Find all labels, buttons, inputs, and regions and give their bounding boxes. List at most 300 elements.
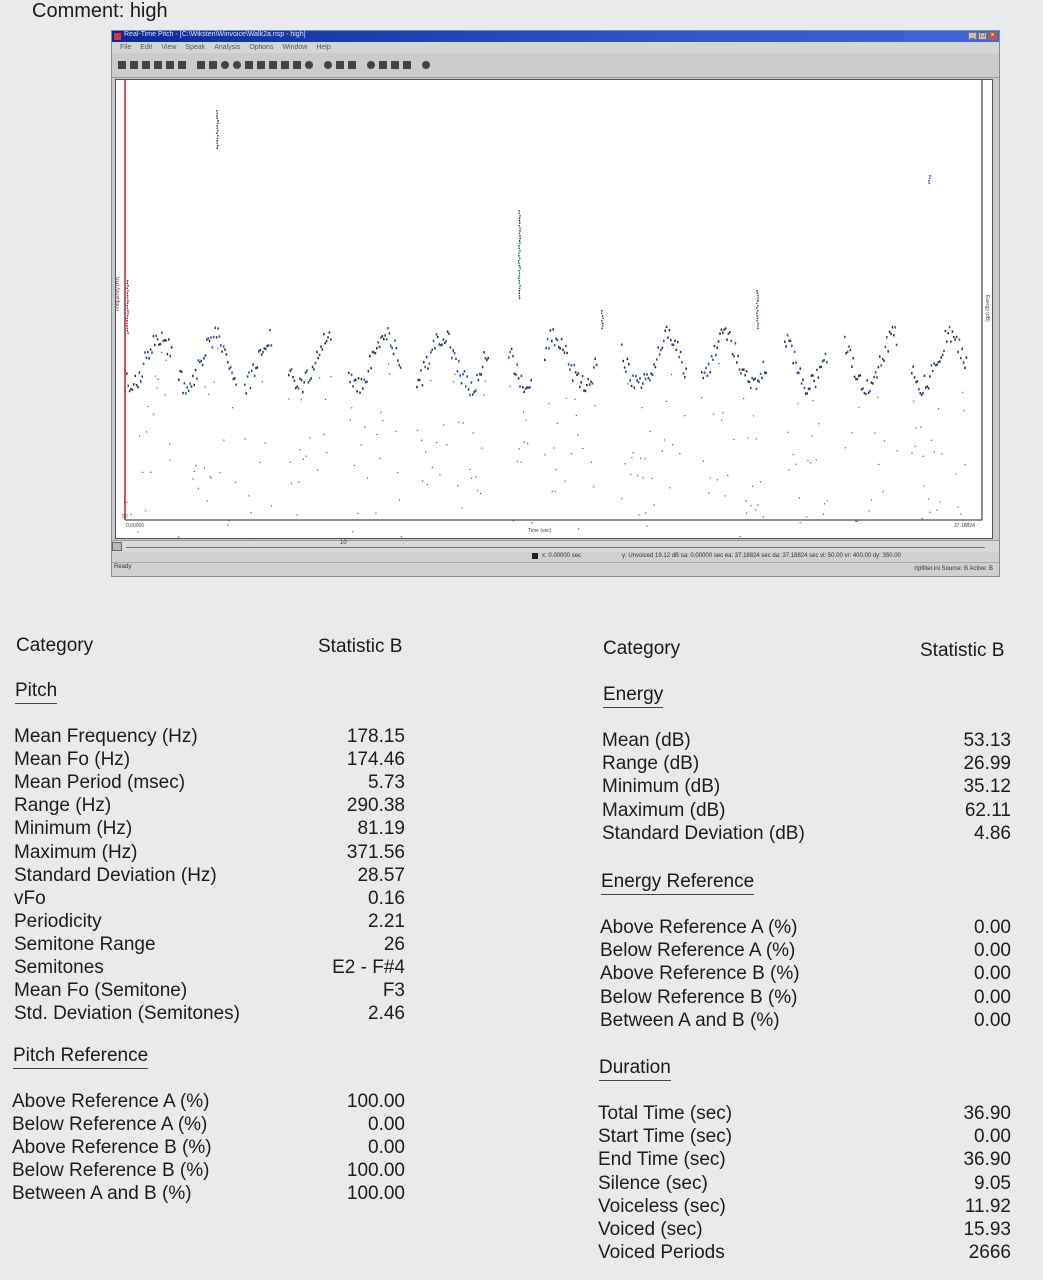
stat-label: Above Reference A (%)	[600, 917, 798, 938]
pitch-point	[747, 380, 749, 382]
pitch-point	[749, 381, 751, 383]
pitch-point	[865, 393, 867, 395]
pitch-point	[171, 346, 173, 348]
stat-label: Voiceless (sec)	[598, 1195, 726, 1217]
print-icon[interactable]	[154, 61, 162, 69]
pitch-point	[193, 384, 195, 386]
stat-value: 36.90	[963, 1103, 1011, 1124]
pitch-point	[523, 391, 525, 393]
pitch-point	[760, 373, 762, 375]
stat-value: 53.13	[963, 730, 1011, 751]
play-icon[interactable]	[379, 61, 387, 69]
scatter-point	[156, 388, 157, 389]
pitch-spike-point	[217, 120, 218, 122]
pitch-point	[486, 359, 488, 361]
comment-value: high	[129, 0, 168, 22]
pitch-point	[508, 356, 510, 358]
scatter-point	[750, 505, 751, 506]
app-icon	[114, 33, 121, 40]
pitch-point	[585, 390, 587, 392]
window-titlebar[interactable]	[112, 31, 999, 42]
pitch-point	[936, 364, 938, 366]
pitch-point	[521, 375, 523, 377]
dot-icon[interactable]	[367, 61, 375, 69]
pitch-point	[882, 358, 884, 360]
scatter-point	[367, 478, 368, 479]
toolbar	[112, 53, 999, 78]
pitch-spike-point	[127, 330, 128, 332]
scatter-point	[524, 442, 525, 443]
stop-icon[interactable]	[305, 61, 313, 69]
pitch-point	[476, 374, 478, 376]
scatter-point	[217, 348, 218, 349]
pitch-point	[764, 371, 766, 373]
stat-label: Std. Deviation (Semitones)	[14, 1003, 240, 1025]
stat-value: 0.00	[974, 917, 1011, 938]
menu-item[interactable]: Analysis	[214, 44, 241, 51]
pitch-spike-point	[601, 313, 602, 315]
scatter-point	[896, 450, 897, 451]
scatter-point	[811, 435, 812, 436]
pitch-point	[394, 339, 396, 341]
pitch-point	[844, 336, 846, 338]
menu-item[interactable]: Edit	[140, 44, 153, 51]
pitch-spike-point	[518, 263, 519, 265]
scatter-point	[591, 462, 592, 463]
pitch-spike-point	[756, 320, 757, 322]
options-icon[interactable]	[221, 61, 229, 69]
pitch-point	[469, 394, 471, 396]
pitch-point	[454, 352, 456, 354]
pitch-point	[671, 343, 673, 345]
table-icon[interactable]	[348, 61, 356, 69]
scatter-point	[397, 472, 398, 473]
menu-item[interactable]: Speak	[185, 44, 206, 51]
settings-icon[interactable]	[233, 61, 241, 69]
scatter-point	[138, 532, 139, 533]
scatter-point	[638, 514, 639, 515]
scatter-point	[797, 403, 798, 404]
pitch-point	[262, 351, 264, 353]
grid-icon[interactable]	[336, 61, 344, 69]
pitch-point	[726, 338, 728, 340]
pitch-point	[291, 368, 293, 370]
cursor-icon[interactable]	[293, 61, 301, 69]
stat-value: 35.12	[963, 776, 1011, 798]
loop-icon[interactable]	[403, 61, 411, 69]
stat-label: Below Reference B (%)	[600, 986, 798, 1008]
pitch-point	[264, 347, 266, 349]
pitch-point	[433, 340, 435, 342]
stat-label: Voiced Periods	[598, 1242, 725, 1264]
pitch-point	[797, 372, 799, 374]
pitch-point	[466, 375, 468, 377]
pitch-point	[931, 364, 933, 366]
pitch-point	[825, 353, 827, 355]
pitch-point	[268, 344, 270, 346]
scatter-point	[301, 399, 302, 400]
pitch-spike-point	[518, 270, 519, 272]
pitch-point	[315, 362, 317, 364]
stat-value: 0.00	[368, 1137, 405, 1159]
stat-label: Mean Frequency (Hz)	[14, 726, 198, 747]
pitch-point	[440, 344, 442, 346]
pitch-point	[468, 388, 470, 390]
pitch-point	[670, 339, 672, 341]
pitch-point	[792, 362, 794, 364]
scatter-point	[593, 486, 594, 487]
pitch-point	[912, 365, 914, 367]
pitch-point	[417, 379, 419, 381]
pitch-point	[206, 339, 208, 341]
menu-item[interactable]: Options	[249, 44, 274, 51]
pitch-point	[594, 358, 596, 360]
pitch-point	[808, 388, 810, 390]
scatter-point	[807, 460, 808, 461]
pitch-point	[349, 381, 351, 383]
scatter-point	[806, 516, 807, 517]
pitch-point	[638, 381, 640, 383]
pitch-point	[576, 374, 578, 376]
pitch-point	[754, 378, 756, 380]
pitch-point	[583, 389, 585, 391]
pitch-point	[313, 368, 315, 370]
pitch-spike-point	[928, 183, 929, 185]
pitch-point	[862, 387, 864, 389]
scatter-point	[296, 514, 297, 515]
pitch-point	[455, 358, 457, 360]
pitch-point	[479, 373, 481, 375]
pitch-point	[858, 375, 860, 377]
pitch-point	[929, 375, 931, 377]
pitch-point	[369, 355, 371, 357]
pitch-point	[189, 382, 191, 384]
pitch-point	[400, 366, 402, 368]
scatter-point	[671, 374, 672, 375]
pitch-point	[196, 377, 198, 379]
pitch-point	[247, 375, 249, 377]
scatter-point	[389, 373, 390, 374]
stat-label: Voiced (sec)	[598, 1219, 703, 1240]
pitch-point	[129, 390, 131, 392]
window-title: Real-Time Pitch - [C:\Wiksten\Winvoice\Walk2a.nsp - high]	[124, 31, 306, 38]
pitch-point	[419, 379, 421, 381]
pitch-point	[547, 338, 549, 340]
pitch-point	[939, 360, 941, 362]
pitch-point	[230, 366, 232, 368]
stat-label: Standard Deviation (Hz)	[14, 864, 217, 886]
pitch-point	[219, 335, 221, 337]
scatter-point	[717, 479, 718, 480]
scatter-point	[527, 443, 528, 444]
scatter-point	[427, 484, 428, 485]
save-icon[interactable]	[142, 61, 150, 69]
pitch-spike-point	[757, 305, 758, 307]
pitch-point	[555, 338, 557, 340]
pitch-point	[436, 333, 438, 335]
pitch-point	[438, 343, 440, 345]
pitch-point	[739, 368, 741, 370]
paste-icon[interactable]	[209, 61, 217, 69]
pitch-point	[564, 351, 566, 353]
pitch-point	[804, 387, 806, 389]
scatter-point	[223, 440, 224, 441]
scatter-point	[170, 460, 171, 461]
pitch-spike-point	[757, 310, 758, 312]
pitch-point	[228, 368, 230, 370]
copy-icon[interactable]	[197, 61, 205, 69]
scatter-point	[146, 431, 147, 432]
pitch-point	[575, 371, 577, 373]
pitch-point	[326, 340, 328, 342]
pitch-spike-point	[217, 123, 218, 125]
pitch-points	[126, 110, 967, 554]
pitch-point	[210, 336, 212, 338]
pitch-point	[441, 343, 443, 345]
pitch-point	[559, 347, 561, 349]
stat-label: Total Time (sec)	[598, 1103, 733, 1124]
pitch-point	[568, 363, 570, 365]
scatter-point	[399, 500, 400, 501]
zoom-out-icon[interactable]	[257, 61, 265, 69]
pitch-point	[205, 354, 207, 356]
pitch-point	[708, 363, 710, 365]
help-icon[interactable]	[422, 61, 430, 69]
pitch-point	[137, 386, 139, 388]
pitch-spike-point	[127, 283, 128, 285]
chart-icon[interactable]	[178, 61, 186, 69]
pitch-spike-point	[602, 318, 603, 320]
scroll-thumb[interactable]	[112, 542, 122, 551]
pitch-point	[462, 373, 464, 375]
pitch-point	[368, 370, 370, 372]
pitch-point	[223, 345, 225, 347]
pitch-point	[730, 340, 732, 342]
pitch-spike-point	[126, 320, 127, 322]
pitch-plot-area[interactable]	[115, 79, 993, 539]
pitch-point	[571, 364, 573, 366]
scatter-point	[205, 386, 206, 387]
pitch-spike-point	[519, 220, 520, 222]
stat-label: Mean (dB)	[602, 730, 691, 751]
scatter-point	[458, 422, 459, 423]
open-icon[interactable]	[130, 61, 138, 69]
pitch-point	[732, 353, 734, 355]
scatter-point	[255, 538, 256, 539]
scatter-point	[229, 520, 230, 521]
pitch-point	[450, 346, 452, 348]
pitch-point	[424, 366, 426, 368]
pitch-point	[165, 339, 167, 341]
stat-label: Maximum (Hz)	[14, 841, 138, 863]
comment-line	[32, 0, 168, 23]
scatter-point	[727, 475, 728, 476]
pitch-spike-point	[518, 255, 519, 257]
scatter-point	[938, 408, 939, 409]
stat-value: 0.00	[974, 963, 1011, 985]
pitch-point	[721, 329, 723, 331]
stat-value: 290.38	[346, 795, 405, 817]
menu-item[interactable]: Help	[316, 44, 331, 51]
scatter-point	[957, 507, 958, 508]
pitch-point	[306, 370, 308, 372]
pitch-point	[377, 341, 379, 343]
pitch-point	[487, 357, 489, 359]
scatter-point	[621, 498, 622, 499]
pitch-point	[873, 376, 875, 378]
pitch-point	[790, 340, 792, 342]
scatter-point	[915, 446, 916, 447]
stat-label: Semitones	[14, 957, 104, 978]
minimize-button[interactable]: _	[968, 32, 977, 40]
menu-item[interactable]: Window	[282, 44, 308, 51]
pitch-point	[794, 351, 796, 353]
scatter-point	[148, 406, 149, 407]
pitch-point	[945, 330, 947, 332]
pitch-point	[139, 371, 141, 373]
pitch-point	[632, 374, 634, 376]
scatter-point	[787, 432, 788, 433]
scatter-point	[291, 482, 292, 483]
step-icon[interactable]	[391, 61, 399, 69]
pitch-point	[715, 354, 717, 356]
pitch-point	[434, 347, 436, 349]
menu-item[interactable]: View	[161, 44, 177, 51]
pitch-point	[736, 361, 738, 363]
pitch-point	[765, 372, 767, 374]
pitch-point	[160, 343, 162, 345]
pitch-point	[885, 346, 887, 348]
zoom-fit-icon[interactable]	[269, 61, 277, 69]
pitch-point	[167, 353, 169, 355]
pitch-point	[942, 354, 944, 356]
pitch-spike-point	[519, 235, 520, 237]
pitch-point	[758, 380, 760, 382]
pitch-point	[320, 345, 322, 347]
pitch-point	[935, 364, 937, 366]
record-circle-icon[interactable]	[324, 61, 332, 69]
pitch-point	[473, 391, 475, 393]
stat-label: Minimum (dB)	[602, 776, 721, 798]
pitch-point	[519, 385, 521, 387]
zoom-in-icon[interactable]	[245, 61, 253, 69]
pitch-point	[660, 349, 662, 351]
pitch-spike-point	[518, 213, 519, 215]
scatter-point	[232, 407, 233, 408]
scatter-point	[436, 442, 437, 443]
scatter-point	[703, 461, 704, 462]
scatter-point	[796, 464, 797, 465]
pitch-spike-point	[217, 113, 218, 115]
pitch-spike-point	[601, 310, 602, 312]
pitch-point	[319, 354, 321, 356]
stat-label: End Time (sec)	[598, 1149, 726, 1171]
pitch-point	[963, 361, 965, 363]
pitch-point	[192, 375, 194, 377]
pitch-point	[365, 381, 367, 383]
scatter-point	[357, 513, 358, 514]
pitch-point	[883, 360, 885, 362]
left-category-header: Category	[16, 635, 94, 656]
pitch-point	[355, 379, 357, 381]
pitch-point	[431, 349, 433, 351]
pitch-spike-point	[756, 303, 757, 305]
pitch-point	[356, 390, 358, 392]
pitch-point	[746, 370, 748, 372]
scatter-point	[965, 464, 966, 465]
pitch-point	[551, 340, 553, 342]
stat-value: 0.00	[974, 1009, 1011, 1031]
pitch-point	[550, 329, 552, 331]
pitch-point	[259, 349, 261, 351]
pitch-point	[235, 384, 237, 386]
scatter-point	[430, 380, 431, 381]
pitch-point	[330, 338, 332, 340]
scatter-point	[633, 452, 634, 453]
pitch-spike-point	[519, 218, 520, 220]
scatter-point	[637, 475, 638, 476]
pitch-spike-point	[757, 298, 758, 300]
pitch-point	[586, 384, 588, 386]
scatter-point	[303, 459, 304, 460]
scatter-point	[248, 495, 249, 496]
pitch-point	[182, 392, 184, 394]
pitch-point	[420, 369, 422, 371]
pitch-point	[784, 341, 786, 343]
scatter-point	[684, 415, 685, 416]
scatter-point	[911, 453, 912, 454]
pitch-point	[271, 344, 273, 346]
pitch-point	[251, 370, 253, 372]
pitch-spike-point	[518, 245, 519, 247]
pitch-spike-point	[127, 305, 128, 307]
maximize-button[interactable]: □	[978, 32, 987, 40]
stat-value: 11.92	[964, 1195, 1011, 1217]
pitch-point	[744, 374, 746, 376]
record-icon[interactable]	[118, 61, 126, 69]
menu-item[interactable]: File	[120, 44, 132, 51]
scatter-point	[934, 452, 935, 453]
scatter-point	[425, 451, 426, 452]
pitch-point	[820, 366, 822, 368]
scatter-point	[868, 510, 869, 511]
stat-value: 0.16	[368, 887, 405, 909]
pitch-point	[680, 351, 682, 353]
pitch-point	[875, 371, 877, 373]
pitch-point	[445, 340, 447, 342]
pitch-point	[390, 345, 392, 347]
pitch-spike-point	[217, 145, 218, 147]
cancel-icon[interactable]	[281, 61, 289, 69]
pitch-spike-point	[519, 250, 520, 252]
scatter-point	[555, 490, 556, 491]
scatter-point	[631, 457, 632, 458]
pitch-point	[224, 348, 226, 350]
pitch-point	[472, 393, 474, 395]
close-button[interactable]: ×	[988, 32, 997, 40]
scatter-point	[752, 486, 753, 487]
analysis-icon[interactable]	[166, 61, 174, 69]
pitch-point	[366, 380, 368, 382]
pitch-point	[227, 361, 229, 363]
section-title: Energy Reference	[601, 871, 754, 895]
scatter-point	[457, 485, 458, 486]
pitch-point	[819, 366, 821, 368]
scatter-point	[208, 394, 209, 395]
pitch-point	[126, 372, 128, 374]
pitch-point	[525, 388, 527, 390]
pitch-point	[483, 351, 485, 353]
